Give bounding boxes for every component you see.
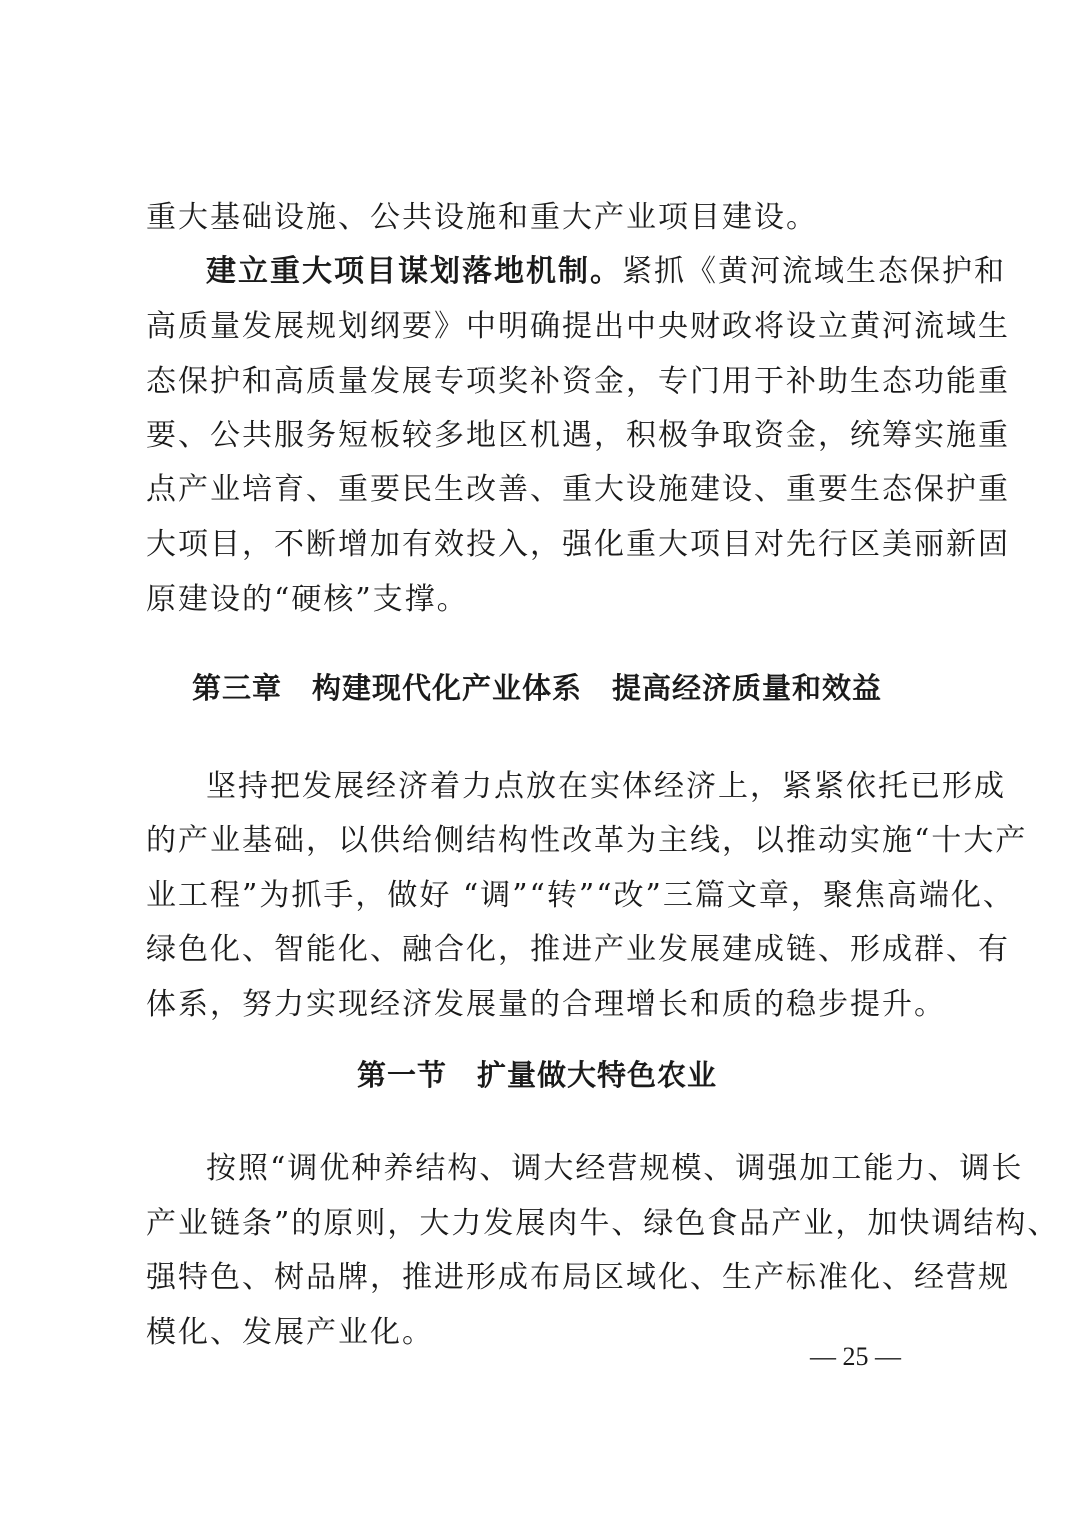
paragraph-line: 要、公共服务短板较多地区机遇，积极争取资金，统筹实施重: [146, 418, 1010, 453]
paragraph-line: 按照“调优种养结构、调大经营规模、调强加工能力、调长: [206, 1151, 1024, 1186]
paragraph-line: 大项目，不断增加有效投入，强化重大项目对先行区美丽新固: [146, 527, 1010, 562]
paragraph-line: 的产业基础，以供给侧结构性改革为主线，以推动实施“十大产: [146, 823, 1028, 858]
paragraph-line: 强特色、树品牌，推进形成布局区域化、生产标准化、经营规: [146, 1260, 1010, 1295]
paragraph-line: 高质量发展规划纲要》中明确提出中央财政将设立黄河流域生: [146, 309, 1010, 344]
paragraph-line: 绿色化、智能化、融合化，推进产业发展建成链、形成群、有: [146, 932, 1010, 967]
paragraph-line: 坚持把发展经济着力点放在实体经济上，紧紧依托已形成: [206, 769, 1006, 804]
paragraph-lead-bold: 建立重大项目谋划落地机制。: [206, 254, 622, 289]
paragraph-line: 重大基础设施、公共设施和重大产业项目建设。: [146, 200, 818, 235]
paragraph-line: [206, 252, 1006, 292]
section-heading: 第一节 扩量做大特色农业: [356, 1058, 717, 1092]
paragraph-line: 点产业培育、重要民生改善、重大设施建设、重要生态保护重: [146, 472, 1010, 507]
paragraph-line: 业工程”为抓手，做好 “调”“转”“改”三篇文章，聚焦高端化、: [146, 878, 1015, 913]
page-number: — 25 —: [810, 1342, 901, 1371]
paragraph-line: 态保护和高质量发展专项奖补资金，专门用于补助生态功能重: [146, 364, 1010, 399]
paragraph-line: 产业链条”的原则，大力发展肉牛、绿色食品产业，加快调结构、: [146, 1206, 1060, 1241]
chapter-heading: 第三章 构建现代化产业体系 提高经济质量和效益: [191, 671, 882, 705]
paragraph-text: 紧抓《黄河流域生态保护和: [622, 254, 1006, 289]
paragraph-line: 体系，努力实现经济发展量的合理增长和质的稳步提升。: [146, 987, 946, 1022]
paragraph-line: 原建设的“硬核”支撑。: [146, 582, 469, 617]
paragraph-line: 模化、发展产业化。: [146, 1315, 434, 1350]
